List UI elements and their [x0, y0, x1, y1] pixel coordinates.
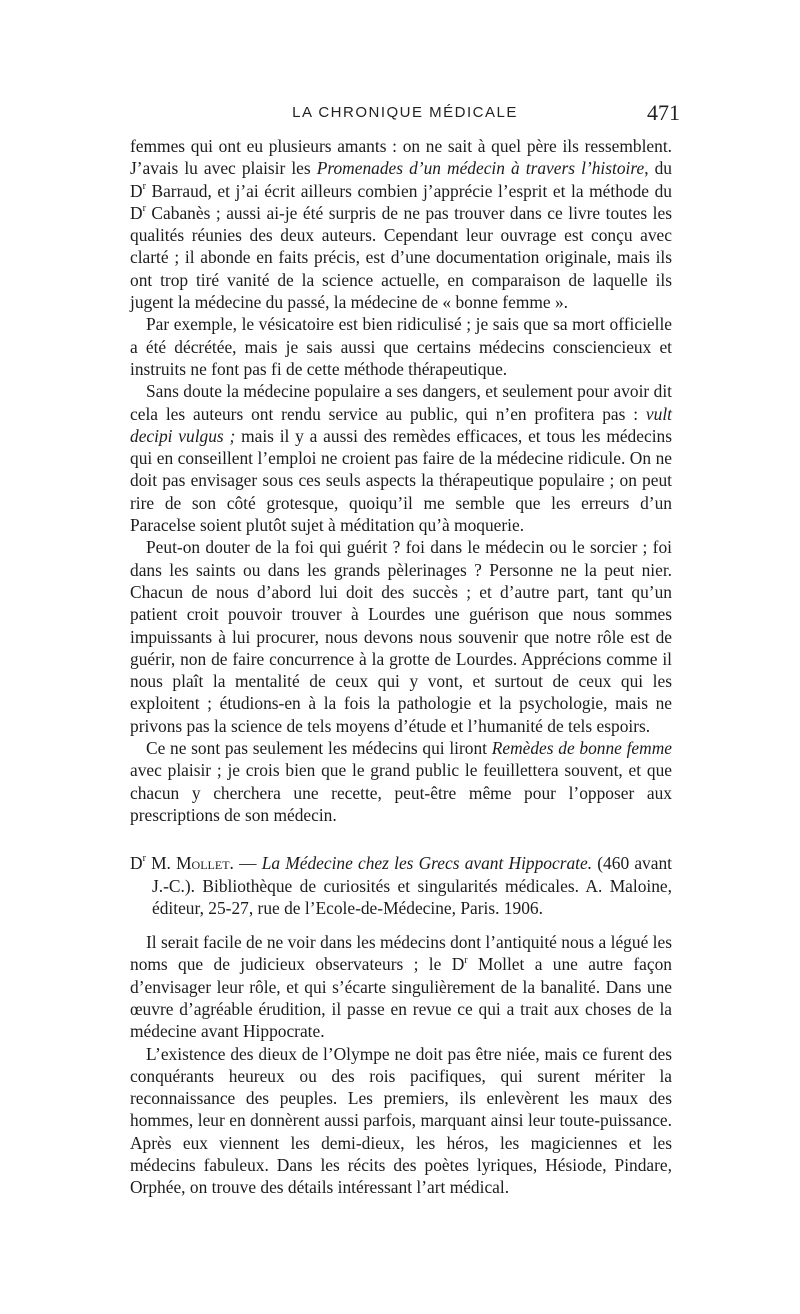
text-span: , du D — [130, 158, 672, 201]
page-header — [130, 100, 680, 130]
review-author: M. Mollet. — [145, 853, 234, 874]
paragraph-1 — [130, 135, 672, 313]
paragraph-7: L’existence des dieux de l’Olympe ne doit pas être niée, mais ce furent des conquérants heureux ou des rois pacifiques, qui surent mériter la reconnaissance des peuples. Les premiers, ils enlevèrent les maux des hommes, leur en donnèrent aussi parfois, marquant ainsi leur toute-puissance. Après eux viennent les demi-dieux, les héros, les magiciennes et les médecins fabuleux. Dans les récits des poètes lyriques, Hésiode, Pindare, Orphée, on trouve des détails intéressant l’art médical. — [130, 1043, 672, 1198]
text-span: Sans doute la médecine populaire a ses dangers, et seulement pour avoir dit cela les auteurs ont rendu service au public, qui n’en profitera pas : — [130, 381, 672, 424]
text-span: Ce ne sont pas seulement les médecins qui liront — [146, 738, 492, 759]
text-span: Mollet a une autre façon d’envisager leur rôle, et qui s’écarte singulièrement de la banalité. Dans une œuvre d’agréable érudition, il passe en revue ce qui a trait aux choses de la médecine avant Hippocrate. — [130, 954, 672, 1042]
body-text — [130, 135, 672, 1199]
latin-quote: vult decipi vulgus ; — [130, 403, 672, 446]
text-span: avec plaisir ; je crois bien que le grand public le feuillettera souvent, et que chacun y cherchera une recette, peut-être même pour l’opposer aux prescriptions de son médecin. — [130, 760, 672, 825]
text-span: — — [233, 853, 262, 874]
section-separator — [130, 919, 672, 931]
doctor-abbrev-sup: r — [142, 853, 146, 865]
review-book-title: La Médecine chez les Grecs avant Hippocrate. — [261, 853, 593, 874]
page-number: 471 — [647, 100, 680, 125]
doctor-abbrev-sup: r — [142, 180, 146, 192]
text-span: Il serait facile de ne voir dans les médecins dont l’antiquité nous a légué les noms que de judicieux observateurs ; le D — [130, 932, 672, 975]
book-title-promenades: Promenades d’un médecin à travers l’histoire — [316, 158, 645, 179]
paragraph-2: Par exemple, le vésicatoire est bien ridiculisé ; je sais que sa mort officielle a été décrétée, mais je sais aussi que certains médecins consciencieux et instruits ne font pas fi de cette méthode thérapeutique. — [130, 314, 672, 379]
book-title-remedes: Remèdes de bonne femme — [491, 738, 672, 759]
section-separator — [130, 826, 672, 852]
doctor-abbrev-sup: r — [142, 203, 146, 215]
text-span: Cabanès ; aussi ai-je été surpris de ne pas trouver dans ce livre toutes les qualités réunies des deux auteurs. Cependant leur ouvrage est conçu avec clarté ; il abonde en faits précis, est d’une documentation originale, mais ils ont trop tiré vanité de la science actuelle, en comparaison de laquelle ils jugent la médecine du passé, la médecine de « bonne femme ». — [130, 202, 672, 313]
text-span: mais il y a aussi des remèdes efficaces, et tous les médecins qui en conseillent l’emploi ne croient pas faire de la médecine ridicule. On ne doit pas envisager sous ces seuls aspects la thérapeutique populaire ; on peut rire de son côté grotesque, quoiqu’il me semble que les erreurs d’un Paracelse soient plutôt sujet à méditation qu’à moquerie. — [130, 425, 672, 536]
paragraph-5 — [130, 737, 672, 826]
text-span: femmes qui ont eu plusieurs amants : on ne sait à quel père ils ressemblent. J’avais lu avec plaisir les — [130, 136, 672, 179]
paragraph-3 — [130, 380, 672, 536]
text-span: Barraud, et j’ai écrit ailleurs combien j’apprécie l’esprit et la méthode du D — [130, 180, 672, 223]
doctor-abbrev-sup: r — [464, 954, 468, 966]
paragraph-6 — [130, 931, 672, 1042]
review-publication-info: (460 avant J.-C.). Bibliothèque de curiosités et singularités médicales. A. Maloine, éditeur, 25-27, rue de l’Ecole-de-Médecine, Paris. 1906. — [152, 853, 672, 918]
paragraph-4: Peut-on douter de la foi qui guérit ? foi dans le médecin ou le sorcier ; foi dans les saints ou dans les grands pèlerinages ? Personne ne la peut nier. Chacun de nous d’abord lui doit des succès ; et d’autre part, tant qu’un patient croit pouvoir trouver à Lourdes une guérison que nous sommes impuissants à lui procurer, nous devons nous souvenir que notre rôle est de guérir, non de faire concurrence à la grotte de Lourdes. Apprécions comme il nous plaît la mentalité de ceux qui y vont, et surtout de ceux qui les exploitent ; étudions-en à la fois la pathologie et la psychologie, mais ne privons pas la science de tels moyens d’étude et l’humanité de tels espoirs. — [130, 537, 672, 736]
text-span: D — [130, 853, 143, 874]
review-heading — [130, 852, 672, 919]
running-title: LA CHRONIQUE MÉDICALE — [292, 104, 518, 121]
